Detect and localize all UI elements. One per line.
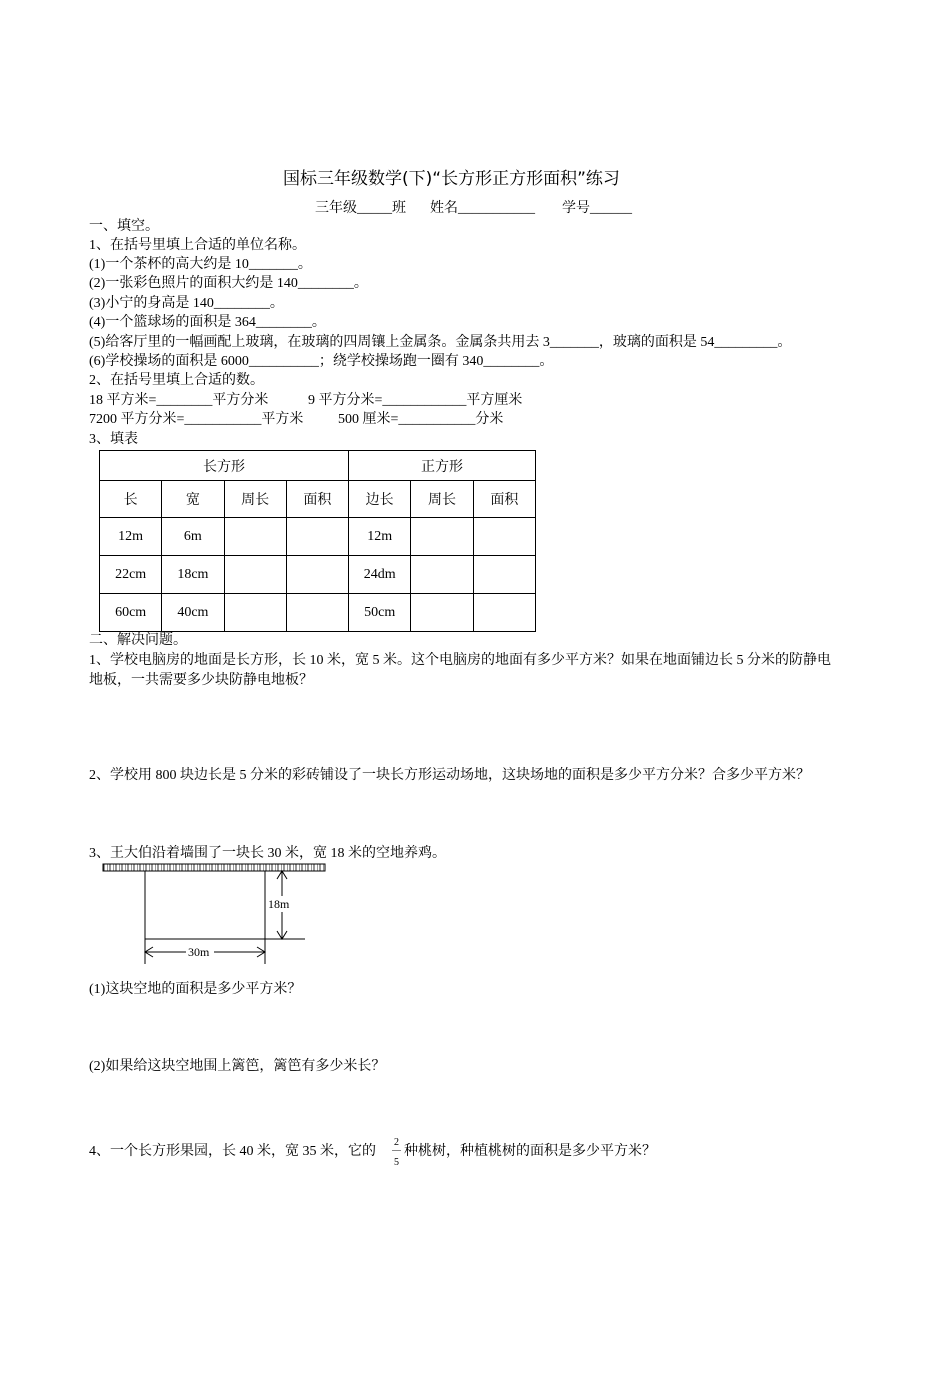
- question-1-item: (4)一个篮球场的面积是 364________。: [89, 315, 326, 330]
- table-cell: 60cm: [100, 594, 162, 632]
- fraction-bar: [392, 1150, 401, 1151]
- table-header-cell: 面积: [286, 481, 348, 518]
- question-1-item: (2)一张彩色照片的面积大约是 140________。: [89, 276, 368, 291]
- width-label: 18m: [268, 897, 290, 911]
- problem-2: 2、学校用 800 块边长是 5 分米的彩砖铺设了一块长方形运动场地，这块场地的面积是多少平方分米？合多少平方米？: [89, 768, 810, 783]
- table-cell: 18cm: [162, 556, 224, 594]
- fill-table: [99, 450, 536, 632]
- table-cell[interactable]: [473, 518, 535, 556]
- length-label: 30m: [188, 945, 210, 959]
- table-cell[interactable]: [286, 518, 348, 556]
- table-cell[interactable]: [224, 518, 286, 556]
- section-heading-fill: 一、填空。: [89, 219, 159, 234]
- table-cell[interactable]: [224, 556, 286, 594]
- table-header-cell: 宽: [162, 481, 224, 518]
- table-row: [100, 518, 536, 556]
- table-cell: 24dm: [349, 556, 411, 594]
- table-cell: 40cm: [162, 594, 224, 632]
- table-cell: 12m: [100, 518, 162, 556]
- table-row: [100, 556, 536, 594]
- problem-1-line: 地板，一共需要多少块防静电地板？: [89, 673, 313, 688]
- table-cell[interactable]: [473, 594, 535, 632]
- conversion-item: 500 厘米=___________分米: [338, 412, 504, 427]
- conversion-item: 9 平方分米=____________平方厘米: [308, 393, 523, 408]
- table-cell: 6m: [162, 518, 224, 556]
- table-cell[interactable]: [224, 594, 286, 632]
- fraction-denominator: 5: [394, 1157, 399, 1168]
- table-header-cell: 周长: [224, 481, 286, 518]
- chicken-yard-diagram: [95, 860, 335, 972]
- table-header-cell: 边长: [349, 481, 411, 518]
- question-1-item: (5)给客厅里的一幅画配上玻璃，在玻璃的四周镶上金属条。金属条共用去 3_______，玻璃的面积是 54_________。: [89, 335, 792, 350]
- table-cell: 12m: [349, 518, 411, 556]
- table-cell[interactable]: [411, 518, 473, 556]
- problem-3: 3、王大伯沿着墙围了一块长 30 米，宽 18 米的空地养鸡。: [89, 846, 446, 861]
- table-cell[interactable]: [411, 594, 473, 632]
- question-2-prompt: 2、在括号里填上合适的数。: [89, 373, 264, 388]
- table-cell[interactable]: [411, 556, 473, 594]
- class-field: 三年级_____班: [315, 201, 406, 216]
- conversion-item: 7200 平方分米=___________平方米: [89, 412, 304, 427]
- question-1-item: (6)学校操场的面积是 6000__________；绕学校操场跑一圈有 340________。: [89, 354, 554, 369]
- wall: [103, 864, 325, 871]
- fraction-numerator: 2: [394, 1137, 399, 1148]
- question-1-item: (3)小宁的身高是 140________。: [89, 296, 284, 311]
- page-title: 国标三年级数学(下)“长方形正方形面积”练习: [283, 169, 620, 189]
- table-header-cell: 长: [100, 481, 162, 518]
- question-3-prompt: 3、填表: [89, 432, 138, 447]
- question-1-prompt: 1、在括号里填上合适的单位名称。: [89, 238, 306, 253]
- problem-3-sub-1: (1)这块空地的面积是多少平方米？: [89, 982, 302, 997]
- table-cell: 50cm: [349, 594, 411, 632]
- table-header-cell: 周长: [411, 481, 473, 518]
- problem-1-line: 1、学校电脑房的地面是长方形，长 10 米，宽 5 米。这个电脑房的地面有多少平方米？如果在地面铺边长 5 分米的防静电: [89, 653, 831, 668]
- table-cell[interactable]: [286, 594, 348, 632]
- table-cell[interactable]: [286, 556, 348, 594]
- table-cell[interactable]: [473, 556, 535, 594]
- student-number-field: 学号______: [562, 201, 632, 216]
- problem-4-text: 种桃树，种植桃树的面积是多少平方米？: [404, 1144, 656, 1159]
- conversion-item: 18 平方米=________平方分米: [89, 393, 269, 408]
- problem-3-sub-2: (2)如果给这块空地围上篱笆，篱笆有多少米长？: [89, 1059, 386, 1074]
- table-group-header: 长方形: [100, 451, 349, 481]
- table-row: [100, 594, 536, 632]
- question-1-item: (1)一个茶杯的高大约是 10_______。: [89, 257, 312, 272]
- problem-4-text: 4、一个长方形果园，长 40 米，宽 35 米，它的: [89, 1144, 376, 1159]
- name-field: 姓名___________: [430, 201, 535, 216]
- table-group-header: 正方形: [349, 451, 536, 481]
- table-header-cell: 面积: [473, 481, 535, 518]
- section-heading-problems: 二、解决问题。: [89, 633, 187, 648]
- table-cell: 22cm: [100, 556, 162, 594]
